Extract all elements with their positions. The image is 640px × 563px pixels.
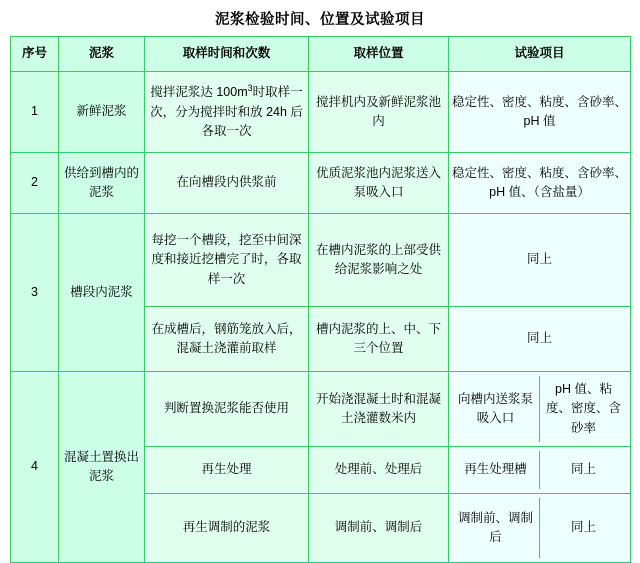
test-items: 同上	[449, 214, 631, 307]
table-header-cell: 取样时间和次数	[145, 37, 309, 72]
test-items-inner-table	[452, 376, 627, 442]
sampling-time: 判断置换泥浆能否使用	[145, 372, 309, 447]
sampling-time-part1: 搅拌泥浆达 100m	[150, 85, 248, 100]
test-items-split	[449, 494, 631, 563]
position-detail: 向槽内送浆泵吸入口	[452, 376, 540, 442]
sampling-position: 优质泥浆池内泥浆送入泵吸入口	[309, 153, 449, 214]
test-items-split	[449, 447, 631, 494]
sampling-time-part2: 时取样一次，分为搅拌时和放 24h 后各取一次	[150, 85, 303, 139]
table-header-cell: 试验项目	[449, 37, 631, 72]
sampling-position: 调制前、调制后	[309, 494, 449, 563]
sampling-time: 再生调制的泥浆	[145, 494, 309, 563]
sampling-position: 处理前、处理后	[309, 447, 449, 494]
test-items: 同上	[540, 451, 628, 489]
test-items-inner-table	[452, 451, 627, 489]
test-items: pH 值、粘度、密度、含砂率	[540, 376, 628, 442]
sampling-position: 开始浇混凝土时和混凝土浇灌数米内	[309, 372, 449, 447]
test-items: 稳定性、密度、粘度、含砂率、pH 值、（含盐量）	[449, 153, 631, 214]
test-items-inner-table	[452, 498, 627, 558]
row-number: 4	[11, 372, 59, 563]
inner-row	[452, 498, 627, 558]
cubic-meter-exponent: 3	[247, 83, 253, 94]
position-detail: 调制前、调制后	[452, 498, 540, 558]
sampling-time: 在成槽后，钢筋笼放入后，混凝土浇灌前取样	[145, 307, 309, 372]
table-row	[11, 372, 631, 447]
page-title: 泥浆检验时间、位置及试验项目	[215, 12, 425, 28]
inner-row	[452, 451, 627, 489]
sampling-time: 每挖一个槽段，挖至中间深度和接近挖槽完了时，各取样一次	[145, 214, 309, 307]
sampling-time	[145, 72, 309, 153]
inner-row	[452, 376, 627, 442]
test-items: 同上	[540, 498, 628, 558]
row-number: 3	[11, 214, 59, 372]
mud-type: 新鲜泥浆	[59, 72, 145, 153]
mud-type: 供给到槽内的泥浆	[59, 153, 145, 214]
mud-type: 混凝土置换出泥浆	[59, 372, 145, 563]
test-items-split	[449, 372, 631, 447]
sampling-time: 在向槽段内供浆前	[145, 153, 309, 214]
sampling-position: 槽内泥浆的上、中、下三个位置	[309, 307, 449, 372]
table-header-cell: 泥浆	[59, 37, 145, 72]
sampling-position: 搅拌机内及新鲜泥浆池内	[309, 72, 449, 153]
test-items: 稳定性、密度、粘度、含砂率、pH 值	[449, 72, 631, 153]
sampling-position: 在槽内泥浆的上部受供给泥浆影响之处	[309, 214, 449, 307]
table-header-cell: 取样位置	[309, 37, 449, 72]
table-row	[11, 153, 631, 214]
sampling-time: 再生处理	[145, 447, 309, 494]
position-detail: 再生处理槽	[452, 451, 540, 489]
table-row	[11, 214, 631, 307]
row-number: 2	[11, 153, 59, 214]
table-header-cell: 序号	[11, 37, 59, 72]
mud-inspection-table	[10, 36, 631, 563]
table-header-row	[11, 37, 631, 72]
row-number: 1	[11, 72, 59, 153]
mud-type: 槽段内泥浆	[59, 214, 145, 372]
test-items: 同上	[449, 307, 631, 372]
table-row	[11, 72, 631, 153]
